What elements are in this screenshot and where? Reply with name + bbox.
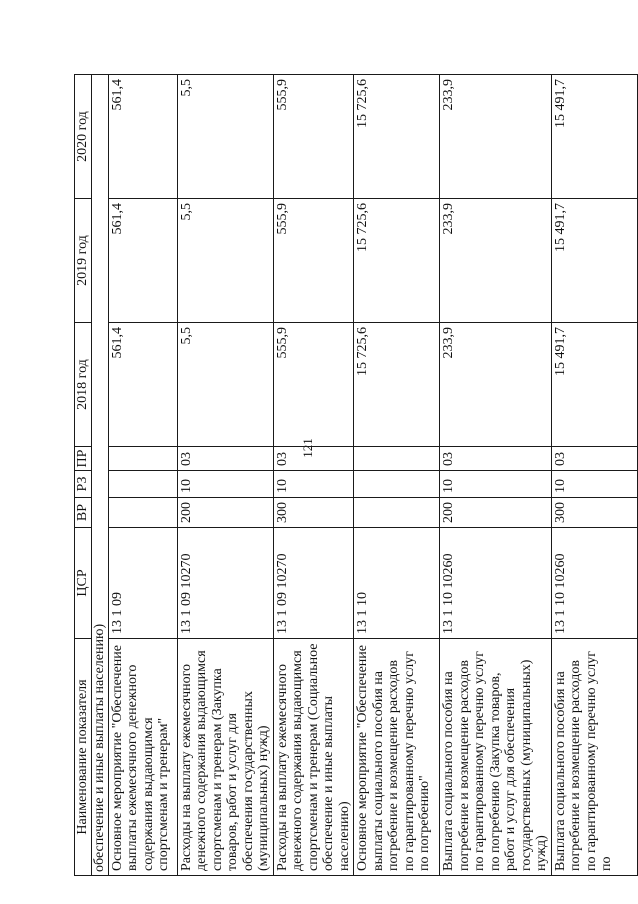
header-csr: ЦСР [75,528,92,639]
page-number: 121 [300,438,315,458]
cell-2020: 555,9 [273,75,354,199]
cell-pr: 03 [273,447,354,471]
header-pr: ПР [75,447,92,471]
cell-rz: 10 [273,471,354,498]
cell-name: Выплата социального пособия на погребение и возмещение расходов по гарантированному перечню услуг по [551,639,637,876]
cell-csr: 13 1 10 [354,528,440,639]
cell-2020: 15 725,6 [354,75,440,199]
table-row [177,75,273,876]
cell-2019: 5,5 [177,199,273,323]
cell-vr [108,498,177,528]
header-2018: 2018 год [75,323,92,447]
cell-2018: 555,9 [273,323,354,447]
cell-pr [354,447,440,471]
cell-name: Основное мероприятие "Обеспечение выплаты ежемесячного денежного содержания выдающимся спортсменам и тренерам" [108,639,177,876]
table-row-section [92,75,109,876]
table-row [551,75,637,876]
header-rz: РЗ [75,471,92,498]
cell-2018: 5,5 [177,323,273,447]
cell-rz [354,471,440,498]
cell-2019: 15 725,6 [354,199,440,323]
cell-rz: 10 [551,471,637,498]
table-row [273,75,354,876]
cell-2020: 233,9 [440,75,552,199]
cell-2018: 233,9 [440,323,552,447]
table-viewport [74,74,614,876]
rotated-table-container [74,74,614,876]
cell-csr: 13 1 09 10270 [177,528,273,639]
cell-vr: 200 [440,498,552,528]
cell-2019: 555,9 [273,199,354,323]
cell-csr: 13 1 10 10260 [440,528,552,639]
cell-rz: 10 [440,471,552,498]
cell-name: Основное мероприятие "Обеспечение выплаты социального пособия на погребение и возмещение расходов по гарантированному перечню услуг по погребению" [354,639,440,876]
cell-2019: 233,9 [440,199,552,323]
cell-2020: 5,5 [177,75,273,199]
cell-name: Расходы на выплату ежемесячного денежного содержания выдающимся спортсменам и тренерам (Социальное обеспечение и иные выплаты населению) [273,639,354,876]
cell-pr: 03 [177,447,273,471]
cell-2020: 15 491,7 [551,75,637,199]
table-body [92,75,638,876]
table-row [440,75,552,876]
cell-vr: 300 [551,498,637,528]
cell-pr: 03 [551,447,637,471]
cell-pr [108,447,177,471]
cell-pr: 03 [440,447,552,471]
cell-name: Расходы на выплату ежемесячного денежного содержания выдающимся спортсменам и тренерам (Закупка товаров, работ и услуг для обеспечения государственных (муниципальных) нужд) [177,639,273,876]
cell-vr: 300 [273,498,354,528]
cell-2018: 15 725,6 [354,323,440,447]
cell-vr [354,498,440,528]
section-continuation: обеспечение и иные выплаты населению) [92,75,109,876]
table-header [75,75,92,876]
cell-2019: 15 491,7 [551,199,637,323]
header-vr: ВР [75,498,92,528]
header-row [75,75,92,876]
cell-2020: 561,4 [108,75,177,199]
cell-2019: 561,4 [108,199,177,323]
cell-2018: 15 491,7 [551,323,637,447]
cell-csr: 13 1 09 10270 [273,528,354,639]
header-name: Наименование показателя [75,639,92,876]
cell-2018: 561,4 [108,323,177,447]
cell-rz [108,471,177,498]
table-row [108,75,177,876]
cell-csr: 13 1 10 10260 [551,528,637,639]
budget-table [74,74,638,876]
cell-name: Выплата социального пособия на погребение и возмещение расходов по гарантированному перечню услуг по погребению (Закупка товаров, работ и услуг для обеспечения государственных (муниципальных) нужд) [440,639,552,876]
table-row [354,75,440,876]
cell-csr: 13 1 09 [108,528,177,639]
header-2020: 2020 год [75,75,92,199]
cell-vr: 200 [177,498,273,528]
cell-rz: 10 [177,471,273,498]
header-2019: 2019 год [75,199,92,323]
